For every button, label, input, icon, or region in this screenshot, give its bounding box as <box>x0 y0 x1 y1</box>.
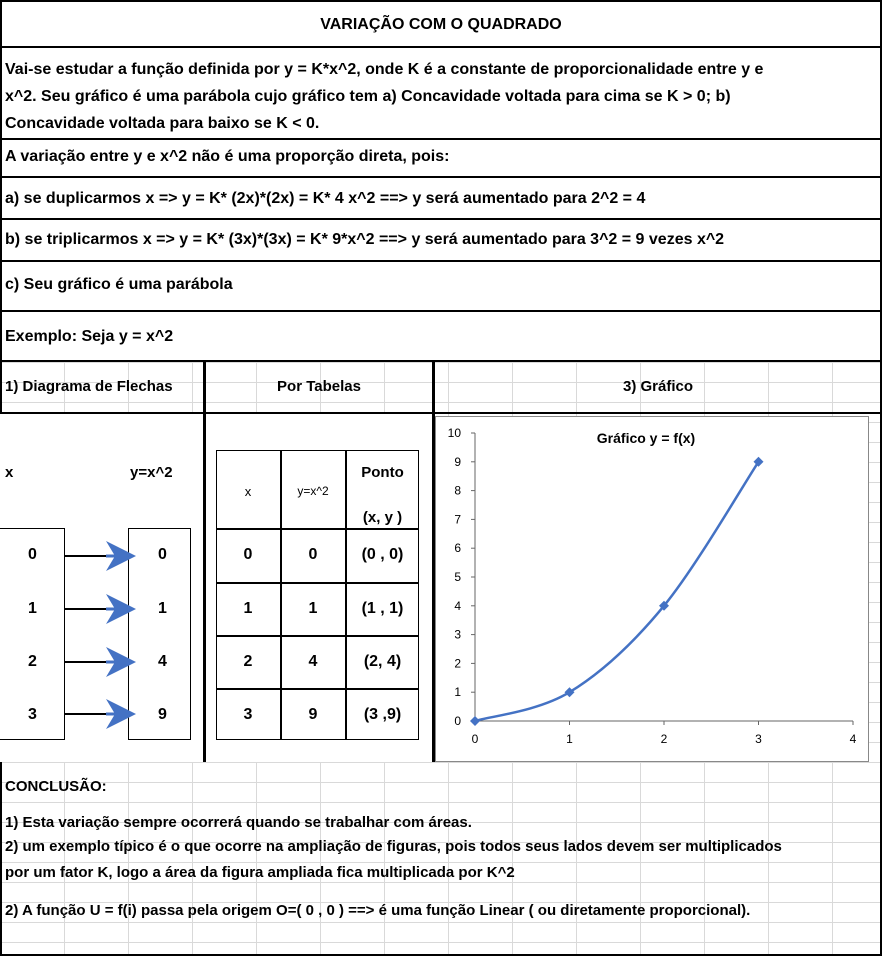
y-tick-label: 3 <box>454 627 461 642</box>
table-header-x: x <box>244 484 252 499</box>
y-tick-label: 7 <box>454 512 461 527</box>
example-text: Exemplo: Seja y = x^2 <box>5 328 174 345</box>
domain-value: 0 <box>28 546 37 563</box>
table-col-line <box>345 450 347 740</box>
domain-value: 1 <box>28 600 37 617</box>
chart-svg <box>436 417 870 763</box>
codomain-value: 0 <box>158 546 167 563</box>
data-point-marker <box>470 716 480 726</box>
item-c: c) Seu gráfico é uma parábola <box>5 276 233 293</box>
table-cell-point: (2, 4) <box>363 653 402 670</box>
section-arrows-title: 1) Diagrama de Flechas <box>5 378 173 395</box>
item-a-row <box>0 178 882 220</box>
table-cell-y: 0 <box>308 546 318 563</box>
table-cell-x: 0 <box>243 546 253 563</box>
x-tick-label: 1 <box>566 732 573 746</box>
title-row <box>0 0 882 48</box>
variation-heading: A variação entre y e x^2 não é uma proporção direta, pois: <box>5 148 450 165</box>
intro-line-3: Concavidade voltada para baixo se K < 0. <box>5 115 320 132</box>
variation-heading-row <box>0 140 882 178</box>
item-a: a) se duplicarmos x => y = K* (2x)*(2x) = K* 4 x^2 ==> y será aumentado para 2^2 = 4 <box>5 190 646 207</box>
chart-title: Gráfico y = f(x) <box>596 430 696 446</box>
table-cell-x: 1 <box>243 600 253 617</box>
domain-value: 3 <box>28 706 37 723</box>
conclusion-title: CONCLUSÃO: <box>5 778 107 795</box>
item-b-row <box>0 220 882 262</box>
conclusion-line-2a: 2) um exemplo típico é o que ocorre na ampliação de figuras, pois todos seus lados devem ser multiplicados <box>5 838 782 855</box>
table-cell-y: 9 <box>308 706 318 723</box>
x-tick-label: 2 <box>660 732 668 746</box>
conclusion-line-1: 1) Esta variação sempre ocorrerá quando se trabalhar com áreas. <box>5 814 472 831</box>
x-tick-label: 0 <box>471 732 479 746</box>
x-tick-label: 4 <box>849 732 857 746</box>
y-tick-label: 6 <box>454 541 461 556</box>
table-cell-point: (0 , 0) <box>361 546 404 563</box>
table-header-point-sub: (x, y ) <box>362 509 403 526</box>
y-tick-label: 5 <box>454 570 461 584</box>
item-b: b) se triplicarmos x => y = K* (3x)*(3x) = K* 9*x^2 ==> y será aumentado para 3^2 = 9 vezes x^2 <box>5 231 725 248</box>
page-title: VARIAÇÃO COM O QUADRADO <box>320 16 562 33</box>
section-tables-title: Por Tabelas <box>277 378 361 395</box>
codomain-value: 9 <box>158 706 167 723</box>
intro-line-2: x^2. Seu gráfico é uma parábola cujo gráfico tem a) Concavidade voltada para cima se K > 0; b) <box>5 88 731 105</box>
table-row-line <box>216 582 419 584</box>
table-cell-y: 4 <box>308 653 318 670</box>
table-cell-y: 1 <box>308 600 318 617</box>
y-tick-label: 10 <box>447 426 461 440</box>
table-row-line <box>216 635 419 637</box>
y-tick-label: 0 <box>454 714 461 728</box>
codomain-value: 4 <box>158 653 167 670</box>
chart-container <box>435 416 869 762</box>
arrow-y-label: y=x^2 <box>130 464 173 481</box>
mapping-arrows <box>0 414 203 762</box>
table-cell-x: 2 <box>243 653 253 670</box>
table-row-line <box>216 528 419 530</box>
y-tick-label: 1 <box>454 685 461 700</box>
domain-value: 2 <box>28 653 37 670</box>
arrow-diagram <box>0 414 203 762</box>
table-cell-x: 3 <box>243 706 253 723</box>
item-c-row <box>0 262 882 312</box>
table-row-line <box>216 688 419 690</box>
table-cell-point: (1 , 1) <box>361 600 404 617</box>
y-tick-label: 9 <box>454 454 461 469</box>
conclusion-line-3: 2) A função U = f(i) passa pela origem O=( 0 , 0 ) ==> é uma função Linear ( ou diretamente proporcional). <box>5 902 751 919</box>
table-header-point: Ponto <box>361 464 404 481</box>
example-row <box>0 312 882 362</box>
series-line <box>475 462 759 721</box>
intro-block <box>0 48 882 140</box>
table-cell-point: (3 ,9) <box>363 706 402 723</box>
table-header-y: y=x^2 <box>297 484 329 498</box>
codomain-value: 1 <box>158 600 167 617</box>
y-tick-label: 4 <box>454 598 461 613</box>
values-table-area <box>206 414 432 762</box>
x-tick-label: 3 <box>755 732 762 746</box>
arrow-x-label: x <box>5 464 14 481</box>
intro-line-1: Vai-se estudar a função definida por y = K*x^2, onde K é a constante de proporcionalidade entre y e <box>5 61 764 78</box>
y-tick-label: 8 <box>454 483 461 498</box>
section-graph-title: 3) Gráfico <box>622 378 694 395</box>
y-tick-label: 2 <box>454 656 461 671</box>
conclusion-line-2b: por um fator K, logo a área da figura ampliada fica multiplicada por K^2 <box>5 864 515 881</box>
